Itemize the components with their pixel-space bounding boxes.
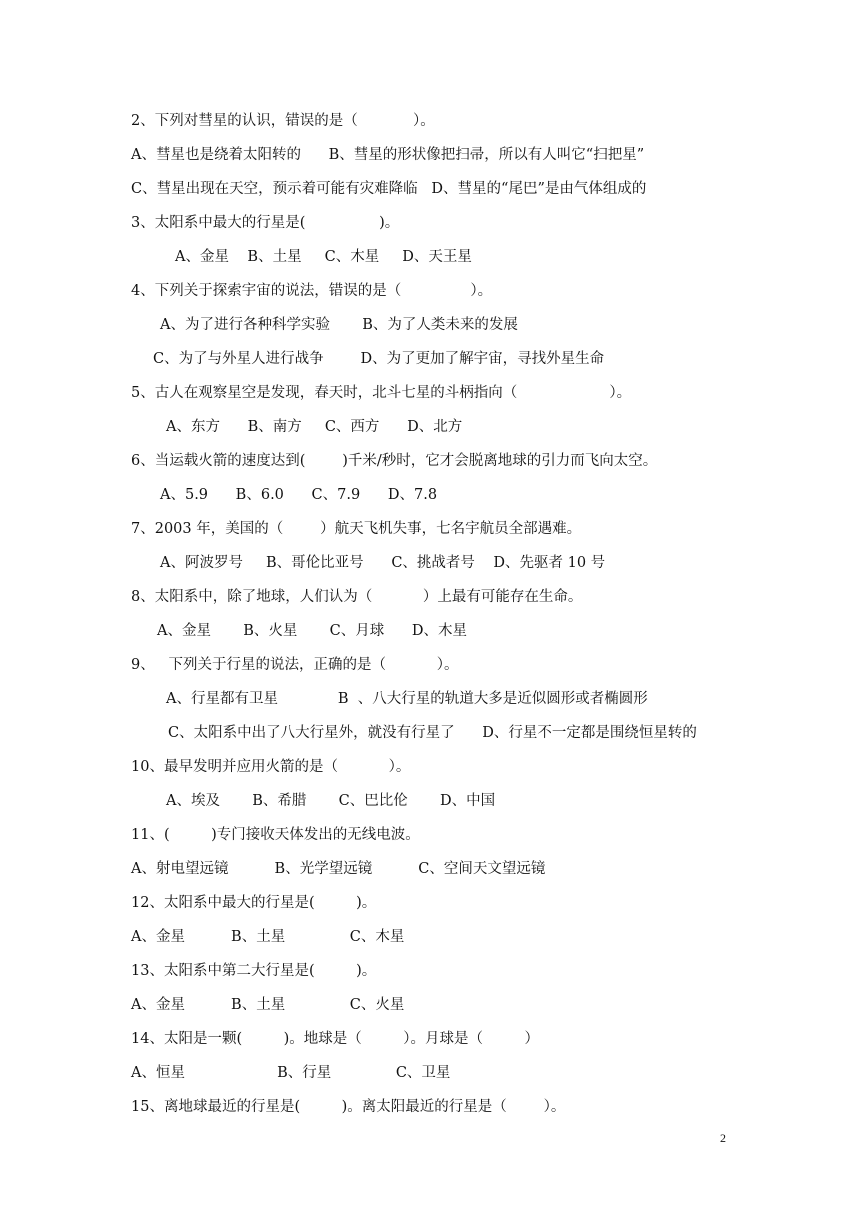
question-12-options: A、金星 B、土星 C、木星 [131, 929, 405, 945]
question-14: 14、太阳是一颗( )。地球是（ ）。月球是（ ） [131, 1031, 539, 1047]
question-2-options-cd: C、彗星出现在天空，预示着可能有灾难降临 D、彗星的“尾巴”是由气体组成的 [131, 181, 647, 197]
question-11-options: A、射电望远镜 B、光学望远镜 C、空间天文望远镜 [131, 861, 546, 877]
question-4-options-ab: A、为了进行各种科学实验 B、为了人类未来的发展 [160, 317, 518, 333]
question-14-options: A、恒星 B、行星 C、卫星 [131, 1065, 451, 1081]
question-3-options: A、金星 B、土星 C、木星 D、天王星 [175, 249, 472, 265]
question-13-options: A、金星 B、土星 C、火星 [131, 997, 405, 1013]
question-9-options-ab: A、行星都有卫星 B 、八大行星的轨道大多是近似圆形或者椭圆形 [166, 691, 648, 707]
question-3: 3、太阳系中最大的行星是( )。 [131, 215, 400, 231]
question-7: 7、2003 年，美国的（ ）航天飞机失事，七名宇航员全部遇难。 [131, 521, 582, 537]
question-10-options: A、埃及 B、希腊 C、巴比伦 D、中国 [166, 793, 496, 809]
page-number: 2 [720, 1131, 726, 1145]
question-5: 5、古人在观察星空是发现，春天时，北斗七星的斗柄指向（ ）。 [131, 385, 632, 401]
question-11: 11、( )专门接收天体发出的无线电波。 [131, 827, 420, 843]
question-8-options: A、金星 B、火星 C、月球 D、木星 [157, 623, 468, 639]
question-10: 10、最早发明并应用火箭的是（ ）。 [131, 759, 411, 775]
question-6: 6、当运载火箭的速度达到( )千米/秒时，它才会脱离地球的引力而飞向太空。 [131, 453, 658, 469]
question-6-options: A、5.9 B、6.0 C、7.9 D、7.8 [160, 487, 438, 503]
question-12: 12、太阳系中最大的行星是( )。 [131, 895, 377, 911]
question-2-options-ab: A、彗星也是绕着太阳转的 B、彗星的形状像把扫帚，所以有人叫它“扫把星” [131, 147, 645, 163]
question-2: 2、下列对彗星的认识，错误的是（ ）。 [131, 113, 435, 129]
question-5-options: A、东方 B、南方 C、西方 D、北方 [166, 419, 463, 435]
question-15: 15、离地球最近的行星是( )。离太阳最近的行星是（ ）。 [131, 1099, 566, 1115]
question-9: 9、 下列关于行星的说法，正确的是（ ）。 [131, 657, 459, 673]
question-13: 13、太阳系中第二大行星是( )。 [131, 963, 377, 979]
question-7-options: A、阿波罗号 B、哥伦比亚号 C、挑战者号 D、先驱者 10 号 [160, 555, 606, 571]
question-9-options-cd: C、太阳系中出了八大行星外，就没有行星了 D、行星不一定都是围绕恒星转的 [168, 725, 697, 741]
question-8: 8、太阳系中，除了地球，人们认为（ ）上最有可能存在生命。 [131, 589, 583, 605]
question-4-options-cd: C、为了与外星人进行战争 D、为了更加了解宇宙，寻找外星生命 [153, 351, 605, 367]
question-4: 4、下列关于探索宇宙的说法，错误的是（ ）。 [131, 283, 493, 299]
